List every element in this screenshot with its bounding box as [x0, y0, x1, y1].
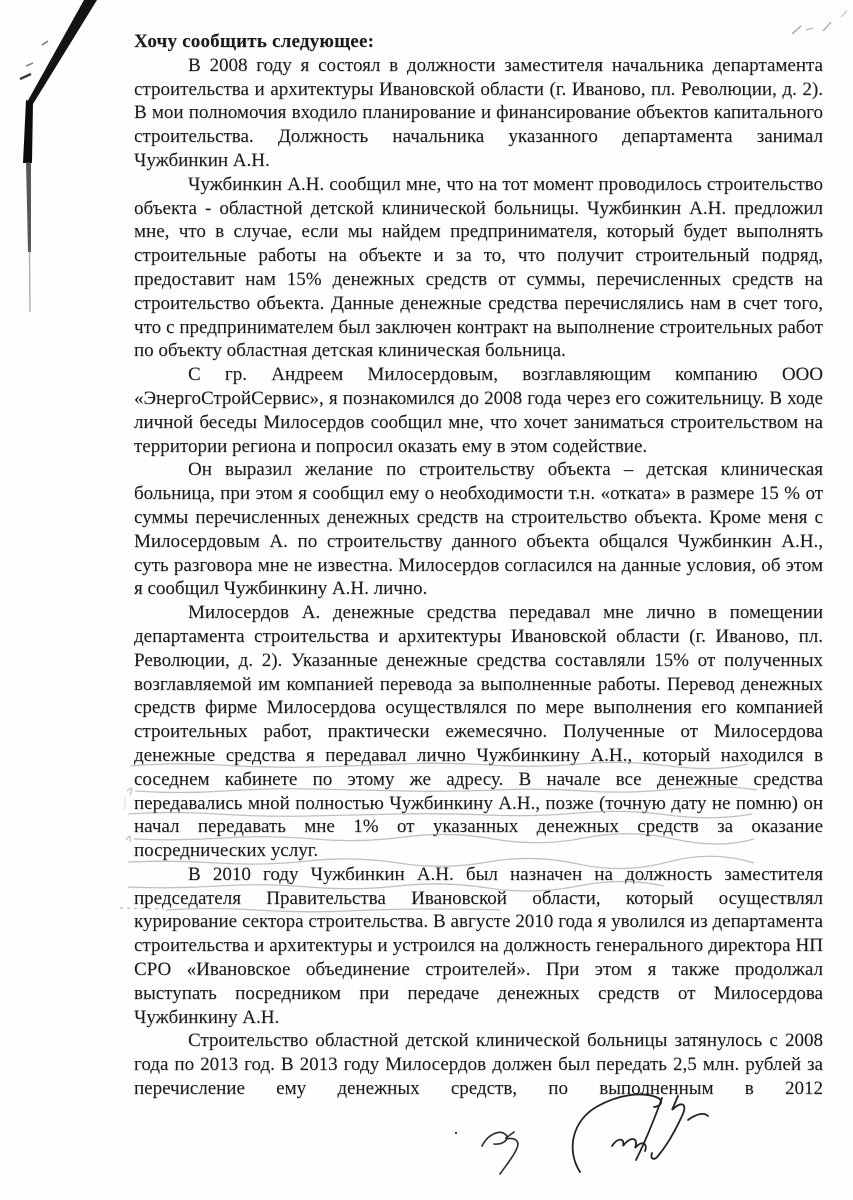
handwritten-signature-large — [573, 1094, 708, 1172]
document-heading: Хочу сообщить следующее: — [134, 31, 375, 52]
paragraph-1: В 2008 году я состоял в должности заместителя начальника департамента строительства и архитектуры Ивановской области (г. Иваново, пл. Революции, д. 2). В мои полномочия входило планирование и финансирование объектов капитального строительства. Должность начальника указанного департамента занимал Чужбинкин А.Н. — [134, 54, 823, 171]
paragraph-5: Милосердов А. денежные средства передавал мне лично в помещении департамента строительства и архитектуры Ивановской области (г. Иваново, пл. Революции, д. 2). Указанные денежные средства составляли 15% от полученных возглавляемой им компанией перевода за выполненные работы. Перевод денежных средств фирме Милосердова осуществлялся по мере выполнения его компанией строительных работ, практически ежемесячно. Полученные от Милосердова денежные средства я передавал лично Чужбинкину А.Н., который находился в соседнем кабинете по этому же адресу. В начале все денежные средства передавались мной полностью Чужбинкину А.Н., позже (точную дату не помню) он начал передавать мне 1% от указанных денежных средств за оказание посреднических услуг. — [134, 602, 823, 862]
scan-fold-artifact — [20, 0, 97, 312]
paragraph-2: Чужбинкин А.Н. сообщил мне, что на тот момент проводилось строительство объекта - областной детской клинической больницы. Чужбинкин А.Н. предложил мне, что в случае, если мы найдем предпринимателя, который будет выполнять строительные работы на объекте и за то, что получит строительный подряд, предоставит нам 15% денежных средств от суммы, перечисленных средств на строительство объекта. Данные денежные средства перечислялись нам в счет того, что с предпринимателем был заключен контракт на выполнение строительных работ по объекту областная детская клиническая больница. — [134, 173, 823, 362]
paragraph-6: В 2010 году Чужбинкин А.Н. был назначен на должность заместителя председателя Правительства Ивановской области, который осуществлял курирование сектора строительства. В августе 2010 года я уволился из департамента строительства и архитектуры и устроился на должность генерального директора НП СРО «Ивановское объединение строителей». При этом я также продолжал выступать посредником при передаче денежных средств от Милосердова Чужбинкину А.Н. — [134, 863, 823, 1028]
paragraph-7: Строительство областной детской клинической больницы затянулось с 2008 года по 2013 год. В 2013 году Милосердов должен был передать 2,5 млн. рублей за перечисление ему денежных средств, по выполненным в 2012 — [134, 1030, 823, 1100]
paragraph-4: Он выразил желание по строительству объекта – детская клиническая больница, при этом я сообщил ему о необходимости т.н. «отката» в размере 15 % от суммы перечисленных денежных средств на строительство объекта. Кроме меня с Милосердовым А. по строительству данного объекта общался Чужбинкин А.Н., суть разговора мне не известна. Милосердов согласился на данные условия, об этом я сообщил Чужбинкину А.Н. лично. — [134, 459, 823, 600]
handwritten-signature-small — [455, 1132, 518, 1174]
document-body — [134, 30, 823, 1101]
paragraph-3: С гр. Андреем Милосердовым, возглавляющим компанию ООО «ЭнергоСтройСервис», я познакомился до 2008 года через его сожительницу. В ходе личной беседы Милосердов сообщил мне, что хочет заниматься строительством на территории региона и попросил оказать ему в этом содействие. — [134, 364, 823, 457]
